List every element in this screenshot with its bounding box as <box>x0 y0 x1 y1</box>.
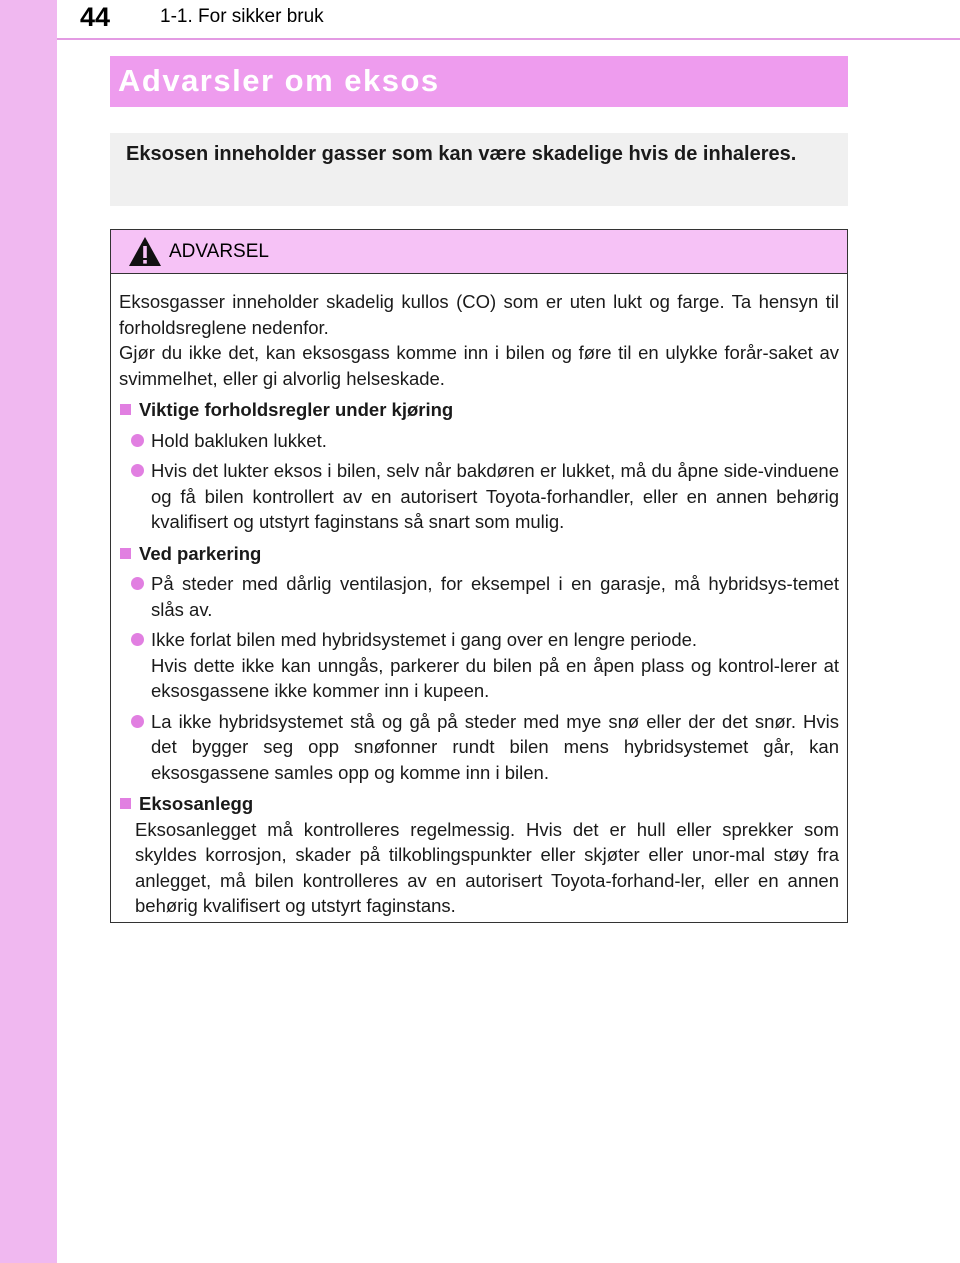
intro-box <box>110 133 848 206</box>
square-bullet-icon <box>120 404 131 415</box>
side-tab <box>0 0 57 1263</box>
intro-text: Eksosen inneholder gasser som kan være skadelige hvis de inhaleres. <box>126 143 797 165</box>
list-item <box>119 709 839 786</box>
warning-triangle-icon <box>128 236 162 267</box>
warning-paragraph: Gjør du ikke det, kan eksosgass komme inn i bilen og føre til en ulykke forår-saket av svimmelhet, eller gi alvorlig helseskade. <box>119 342 839 389</box>
list-item <box>119 458 839 535</box>
round-bullet-icon <box>131 434 144 447</box>
list-item-line: Ikke forlat bilen med hybridsystemet i gang over en lengre periode. <box>151 629 698 650</box>
list-item-text: La ikke hybridsystemet stå og gå på steder med mye snø eller der det snør. Hvis det bygger seg opp snøfonner rundt bilen mens hybridsystemet går, kan eksosgassene samles opp og komme inn i bilen. <box>151 710 839 783</box>
title-bar <box>110 56 848 107</box>
subsection-heading <box>119 541 839 567</box>
list-item <box>119 571 839 622</box>
list-item-line: Hvis dette ikke kan unngås, parkerer du bilen på en åpen plass og kontrol-lerer at eksosgassene ikke kommer inn i kupeen. <box>151 654 839 701</box>
round-bullet-icon <box>131 577 144 590</box>
round-bullet-icon <box>131 715 144 728</box>
warning-body <box>111 274 847 919</box>
list-item <box>119 627 839 704</box>
section-label: 1-1. For sikker bruk <box>160 6 324 27</box>
warning-box <box>110 229 848 923</box>
list-item-text <box>151 627 839 704</box>
list-item <box>119 428 839 454</box>
warning-paragraph: Eksosgasser inneholder skadelig kullos (CO) som er uten lukt og farge. Ta hensyn til forholdsreglene nedenfor. <box>119 291 839 338</box>
subsection-text: Eksosanlegget må kontrolleres regelmessig. Hvis det er hull eller sprekker som skyldes korrosjon, skader på tilkoblingspunkter eller skjøter eller unor-mal støy fra anlegget, må bilen kontrolleres av en autorisert Toyota-forhand-ler, eller en annen behørig kvalifisert og utstyrt faginstans. <box>135 818 839 916</box>
subsection-heading-text: Viktige forholdsregler under kjøring <box>139 399 454 420</box>
header-divider <box>57 38 960 40</box>
list-item-text: Hold bakluken lukket. <box>151 429 327 451</box>
warning-header <box>111 230 847 274</box>
page-number: 44 <box>80 2 111 32</box>
square-bullet-icon <box>120 548 131 559</box>
square-bullet-icon <box>120 798 131 809</box>
round-bullet-icon <box>131 464 144 477</box>
subsection-heading-text: Ved parkering <box>139 542 262 564</box>
warning-label: ADVARSEL <box>169 241 269 262</box>
subsection-heading <box>119 791 839 817</box>
round-bullet-icon <box>131 633 144 646</box>
list-item-text: Hvis det lukter eksos i bilen, selv når bakdøren er lukket, må du åpne side-vinduene og få bilen kontrollert av en autorisert Toyota-forhandler, eller en annen behørig kvalifisert og utstyrt faginstans så snart som mulig. <box>151 460 839 532</box>
subsection-heading <box>119 397 839 423</box>
page-title: Advarsler om eksos <box>118 63 440 98</box>
subsection-heading-text: Eksosanlegg <box>139 793 254 814</box>
list-item-text: På steder med dårlig ventilasjon, for eksempel i en garasje, må hybridsys-temet slås av. <box>151 573 839 620</box>
